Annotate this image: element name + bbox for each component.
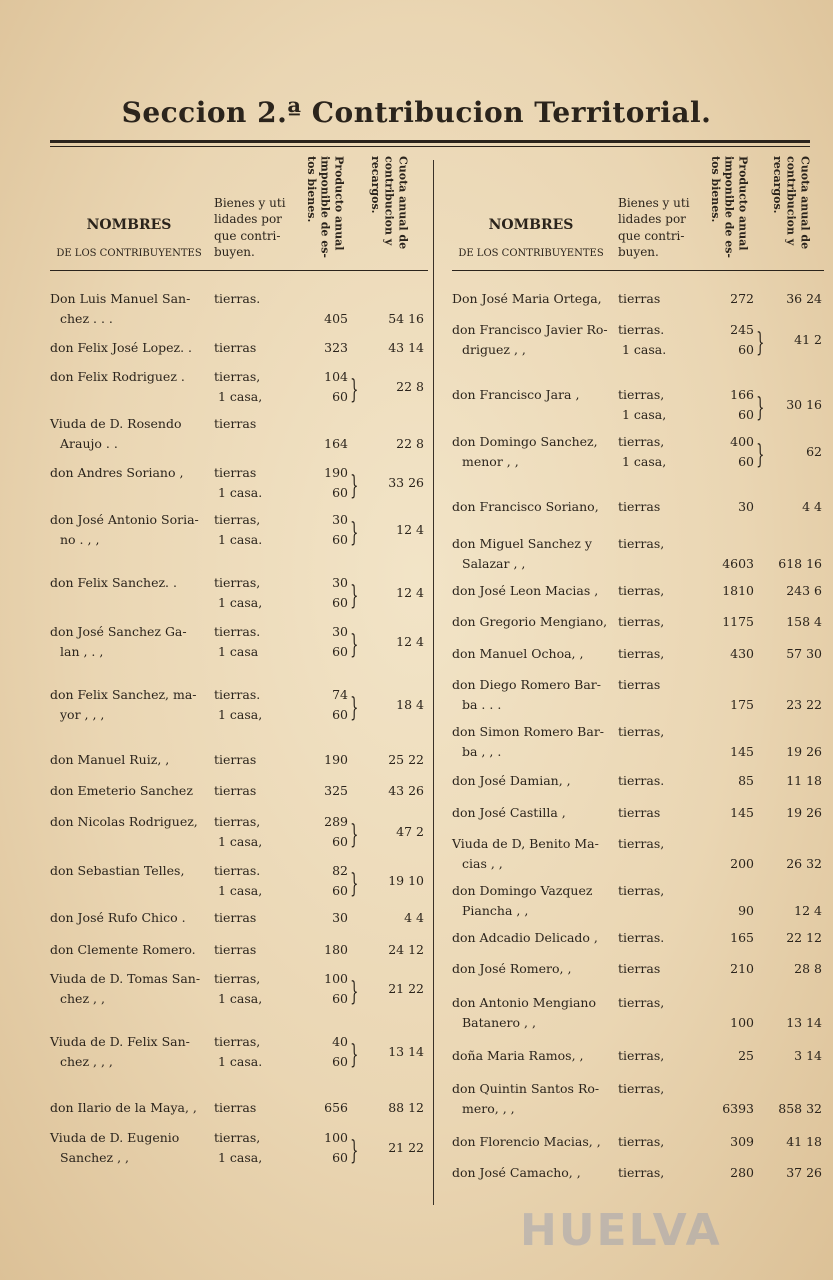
- contributor-name: don Ilario de la Maya, ,: [50, 1100, 197, 1116]
- producto-value: 400: [730, 434, 754, 450]
- cuota-value: 41 2: [794, 332, 822, 348]
- bienes-value-2: 1 casa,: [218, 706, 263, 722]
- bienes-header-line: Bienes y uti: [214, 196, 286, 211]
- contributor-name-cont: Sanchez , ,: [60, 1149, 129, 1165]
- bienes-value: tierras: [214, 751, 257, 767]
- producto-value: 30: [332, 575, 348, 591]
- bienes-value: tierras: [618, 961, 661, 977]
- cuota-value: 22 8: [396, 436, 424, 452]
- bienes-value: tierras,: [618, 645, 665, 661]
- bienes-value: tierras,: [618, 1047, 665, 1063]
- contributor-name: don Felix Sanchez, ma-: [50, 686, 197, 702]
- contributor-name: don Andres Soriano ,: [50, 465, 184, 481]
- producto-value: 104: [324, 369, 348, 385]
- cuota-value: 11 18: [786, 773, 822, 789]
- bienes-header-line: lidades por: [214, 212, 282, 227]
- bienes-value-2: 1 casa,: [622, 407, 667, 423]
- bienes-header-line: que contri-: [214, 228, 281, 243]
- producto-value: 200: [730, 855, 754, 871]
- bienes-value-2: 1 casa.: [218, 532, 263, 548]
- contributor-name: don Adcadio Delicado ,: [452, 929, 598, 945]
- cuota-value: 37 26: [786, 1165, 822, 1181]
- brace-mark: }: [350, 375, 359, 406]
- producto-value: 323: [324, 340, 348, 355]
- watermark-logo: HUELVA: [520, 1205, 722, 1256]
- contributor-name-cont: Araujo . .: [60, 436, 118, 452]
- brace-mark: }: [350, 1135, 359, 1166]
- names-header: [50, 217, 208, 260]
- contributor-name: Viuda de D. Rosendo: [50, 416, 182, 432]
- bienes-value: tierras: [618, 677, 661, 693]
- producto-value: 30: [332, 624, 348, 640]
- bienes-value-2: 1 casa,: [622, 454, 667, 470]
- brace-mark: }: [756, 393, 765, 424]
- contributor-name: don José Romero, ,: [452, 961, 572, 977]
- bienes-value-2: 1 casa.: [218, 485, 263, 501]
- producto-value: 309: [730, 1133, 754, 1149]
- producto-value: 1810: [722, 583, 754, 599]
- bienes-header-line: buyen.: [618, 244, 659, 259]
- contributor-name: don Felix Rodriguez .: [50, 369, 185, 385]
- cuota-value: 25 22: [388, 751, 424, 767]
- contributor-name: don José Rufo Chico .: [50, 910, 186, 926]
- names-header-title: NOMBRES: [488, 217, 574, 234]
- brace-mark: }: [350, 869, 359, 900]
- bienes-value: tierras.: [214, 686, 261, 702]
- producto-value-2: 60: [332, 485, 348, 501]
- cuota-value: 12 4: [396, 634, 424, 650]
- cuota-value: 22 8: [396, 379, 424, 395]
- bienes-value-2: 1 casa: [218, 644, 259, 660]
- contributor-name: don Diego Romero Bar-: [452, 677, 601, 693]
- page-title: Seccion 2.ª Contribucion Territorial.: [121, 96, 712, 129]
- producto-value-2: 60: [332, 1149, 348, 1165]
- contributor-name: doña Maria Ramos, ,: [452, 1047, 584, 1063]
- names-header-subtitle: DE LOS CONTRIBUYENTES: [458, 248, 604, 259]
- contributor-name: don Simon Romero Bar-: [452, 724, 605, 740]
- contributor-name: don Sebastian Telles,: [50, 863, 185, 879]
- bienes-value: tierras: [214, 465, 257, 481]
- producto-value: 85: [738, 773, 754, 789]
- bienes-value: tierras.: [618, 929, 665, 945]
- producto-value-2: 60: [332, 991, 348, 1007]
- cuota-value: 47 2: [396, 824, 424, 840]
- contributor-name-cont: Piancha , ,: [462, 902, 529, 918]
- producto-value: 4603: [722, 556, 754, 571]
- bienes-value: tierras,: [618, 1133, 665, 1149]
- producto-value: 100: [324, 1129, 348, 1145]
- producto-value: 210: [730, 961, 754, 977]
- producto-value: 74: [332, 686, 348, 702]
- producto-value: 430: [730, 645, 754, 661]
- producto-header: Producto anual imponible de es-tos bienes.: [708, 156, 750, 258]
- cuota-value: 243 6: [786, 583, 822, 599]
- cuota-header: Cuota anual de contribucion y recargos.: [770, 156, 812, 250]
- bienes-value: tierras,: [618, 536, 665, 551]
- bienes-value: tierras,: [214, 814, 261, 830]
- cuota-value: 30 16: [786, 397, 822, 413]
- title-rule-thin: [50, 146, 810, 147]
- producto-value: 30: [332, 512, 348, 528]
- bienes-value: tierras,: [618, 835, 665, 851]
- cuota-value: 57 30: [786, 645, 822, 661]
- producto-value: 1175: [722, 614, 754, 630]
- cuota-value: 19 10: [388, 873, 424, 889]
- bienes-value-2: 1 casa,: [218, 595, 263, 611]
- bienes-value: tierras,: [214, 1033, 261, 1049]
- contributor-name: don Clemente Romero.: [50, 941, 196, 957]
- producto-value: 405: [324, 311, 348, 326]
- bienes-value: tierras.: [618, 773, 665, 789]
- producto-value: 190: [324, 751, 348, 767]
- bienes-value: tierras,: [618, 724, 665, 740]
- bienes-header: [618, 195, 690, 260]
- contributor-name: don José Leon Macias ,: [452, 583, 599, 599]
- bienes-value: tierras: [618, 291, 661, 306]
- producto-value-2: 60: [332, 389, 348, 405]
- contributor-name-cont: chez . . .: [60, 311, 113, 326]
- contributor-name: Don Luis Manuel San-: [50, 291, 191, 306]
- cuota-value: 12 4: [396, 585, 424, 601]
- contributor-name: Viuda de D. Felix San-: [50, 1033, 190, 1049]
- cuota-value: 23 22: [786, 697, 822, 713]
- cuota-value: 33 26: [388, 475, 424, 491]
- bienes-value: tierras,: [214, 1129, 261, 1145]
- bienes-value: tierras: [618, 498, 661, 514]
- bienes-header: [214, 195, 286, 260]
- cuota-value: 19 26: [786, 804, 822, 820]
- producto-value-2: 60: [332, 532, 348, 548]
- contributor-name: don Quintin Santos Ro-: [452, 1080, 600, 1096]
- cuota-value: 62: [806, 444, 822, 460]
- producto-value: 90: [738, 902, 754, 918]
- contributor-name: don Miguel Sanchez y: [452, 536, 592, 551]
- contributor-name: don Francisco Javier Ro-: [452, 322, 608, 338]
- contributor-name: Viuda de D. Tomas San-: [50, 971, 201, 987]
- bienes-value: tierras.: [618, 322, 665, 338]
- cuota-value: 4 4: [404, 910, 424, 926]
- producto-header: Producto anual imponible de es-tos bienes.: [304, 156, 346, 258]
- bienes-value: tierras,: [618, 882, 665, 898]
- contributor-name: don José Damian, ,: [452, 773, 571, 789]
- contributor-name: don José Castilla ,: [452, 804, 566, 820]
- contributor-name: don Antonio Mengiano: [452, 994, 597, 1010]
- contributor-name: Viuda de D, Benito Ma-: [452, 835, 599, 851]
- producto-value: 82: [332, 863, 348, 879]
- cuota-value: 88 12: [388, 1100, 424, 1116]
- bienes-value-2: 1 casa,: [218, 991, 263, 1007]
- bienes-value: tierras: [214, 340, 257, 355]
- contributor-name: don José Sanchez Ga-: [50, 624, 187, 640]
- contributor-name-cont: driguez , ,: [462, 342, 526, 358]
- producto-value: 100: [730, 1014, 754, 1030]
- bienes-value-2: 1 casa,: [218, 834, 263, 850]
- bienes-value: tierras,: [618, 994, 665, 1010]
- left-table: [50, 150, 428, 1166]
- contributor-name-cont: Batanero , ,: [462, 1014, 536, 1030]
- contributor-name-cont: chez , ,: [60, 991, 105, 1007]
- producto-value-2: 60: [332, 834, 348, 850]
- producto-value: 145: [730, 804, 754, 820]
- producto-value-2: 60: [332, 706, 348, 722]
- cuota-value: 13 14: [388, 1043, 424, 1059]
- cuota-value: 618 16: [778, 556, 822, 571]
- bienes-value-2: 1 casa,: [218, 883, 263, 899]
- cuota-value: 21 22: [388, 981, 424, 997]
- left-table-header: [50, 150, 428, 271]
- names-header-subtitle: DE LOS CONTRIBUYENTES: [56, 248, 202, 259]
- producto-value: 175: [730, 697, 754, 713]
- contributor-name-cont: chez , , ,: [60, 1053, 113, 1069]
- producto-value-2: 60: [738, 454, 754, 470]
- brace-mark: }: [350, 820, 359, 851]
- contributor-name: don José Camacho, ,: [452, 1165, 581, 1181]
- bienes-value: tierras: [214, 416, 257, 432]
- bienes-value: tierras,: [214, 971, 261, 987]
- producto-value: 100: [324, 971, 348, 987]
- producto-value: 656: [324, 1100, 348, 1116]
- producto-value-2: 60: [738, 342, 754, 358]
- cuota-header: Cuota anual de contribucion y recargos.: [368, 156, 410, 250]
- brace-mark: }: [350, 471, 359, 502]
- bienes-value-2: 1 casa.: [218, 1053, 263, 1069]
- contributor-name: Viuda de D. Eugenio: [50, 1129, 180, 1145]
- column-divider: [433, 160, 434, 1205]
- producto-value: 245: [730, 322, 754, 338]
- contributor-name-cont: yor , , ,: [60, 706, 105, 722]
- title-rule: [50, 140, 810, 143]
- brace-mark: }: [756, 328, 765, 359]
- producto-value: 145: [730, 744, 754, 760]
- producto-value: 40: [332, 1033, 348, 1049]
- bienes-value: tierras,: [618, 614, 665, 630]
- bienes-value-2: 1 casa.: [622, 342, 667, 358]
- bienes-value: tierras.: [214, 624, 261, 640]
- contributor-name: don Gregorio Mengiano,: [452, 614, 608, 630]
- bienes-header-line: buyen.: [214, 244, 255, 259]
- names-header: [452, 217, 610, 260]
- producto-value: 272: [730, 291, 754, 306]
- cuota-value: 41 18: [786, 1133, 822, 1149]
- bienes-value: tierras,: [214, 512, 261, 528]
- bienes-header-line: lidades por: [618, 212, 686, 227]
- bienes-value: tierras,: [618, 434, 665, 450]
- cuota-value: 158 4: [786, 614, 822, 630]
- cuota-value: 24 12: [388, 941, 424, 957]
- bienes-value-2: 1 casa,: [218, 389, 263, 405]
- bienes-value: tierras,: [618, 583, 665, 599]
- brace-mark: }: [350, 630, 359, 661]
- cuota-value: 21 22: [388, 1139, 424, 1155]
- cuota-value: 858 32: [778, 1100, 822, 1116]
- producto-value: 190: [324, 465, 348, 481]
- contributor-name: don Francisco Jara ,: [452, 387, 580, 403]
- bienes-value: tierras,: [618, 387, 665, 403]
- contributor-name-cont: menor , ,: [462, 454, 519, 470]
- producto-value-2: 60: [332, 883, 348, 899]
- cuota-value: 12 4: [794, 902, 822, 918]
- contributor-name-cont: ba , , .: [462, 744, 502, 760]
- contributor-name-cont: cias , ,: [462, 855, 503, 871]
- contributor-name: don Emeterio Sanchez: [50, 782, 193, 798]
- cuota-value: 43 26: [388, 782, 424, 798]
- producto-value-2: 60: [332, 644, 348, 660]
- cuota-value: 12 4: [396, 522, 424, 538]
- cuota-value: 28 8: [794, 961, 822, 977]
- cuota-value: 3 14: [794, 1047, 822, 1063]
- bienes-value: tierras,: [618, 1165, 665, 1181]
- contributor-name-cont: lan , . ,: [60, 644, 104, 660]
- contributor-name-cont: mero, , ,: [462, 1100, 515, 1116]
- contributor-name-cont: ba . . .: [462, 697, 502, 713]
- producto-value: 280: [730, 1165, 754, 1181]
- bienes-value: tierras.: [214, 291, 261, 306]
- bienes-value: tierras: [214, 910, 257, 926]
- bienes-value: tierras,: [618, 1080, 665, 1096]
- bienes-value: tierras,: [214, 575, 261, 591]
- bienes-value: tierras.: [214, 863, 261, 879]
- bienes-header-line: Bienes y uti: [618, 196, 690, 211]
- contributor-name-cont: Salazar , ,: [462, 556, 526, 571]
- cuota-value: 18 4: [396, 696, 424, 712]
- brace-mark: }: [350, 692, 359, 723]
- bienes-header-line: que contri-: [618, 228, 685, 243]
- producto-value-2: 60: [332, 1053, 348, 1069]
- bienes-value: tierras: [214, 782, 257, 798]
- right-table-header: [452, 150, 824, 271]
- cuota-value: 4 4: [802, 498, 822, 514]
- brace-mark: }: [756, 440, 765, 471]
- brace-mark: }: [350, 581, 359, 612]
- producto-value: 325: [324, 782, 348, 798]
- cuota-value: 26 32: [786, 855, 822, 871]
- bienes-value: tierras: [618, 804, 661, 820]
- brace-mark: }: [350, 977, 359, 1008]
- producto-value: 6393: [722, 1100, 754, 1116]
- names-header-title: NOMBRES: [86, 217, 172, 234]
- brace-mark: }: [350, 518, 359, 549]
- producto-value: 30: [738, 498, 754, 514]
- producto-value: 180: [324, 941, 348, 957]
- contributor-name: don Domingo Vazquez: [452, 882, 593, 898]
- cuota-value: 13 14: [786, 1014, 822, 1030]
- producto-value: 289: [324, 814, 348, 830]
- bienes-value: tierras: [214, 941, 257, 957]
- contributor-name: don Felix José Lopez. .: [50, 340, 193, 355]
- brace-mark: }: [350, 1039, 359, 1070]
- contributor-name: don Nicolas Rodriguez,: [50, 814, 198, 830]
- producto-value: 165: [730, 929, 754, 945]
- right-table: [452, 150, 824, 1181]
- producto-value: 164: [324, 436, 348, 452]
- bienes-value: tierras,: [214, 369, 261, 385]
- producto-value: 166: [730, 387, 754, 403]
- cuota-value: 36 24: [786, 291, 822, 306]
- contributor-name: Don José Maria Ortega,: [452, 291, 602, 306]
- cuota-value: 19 26: [786, 744, 822, 760]
- producto-value-2: 60: [332, 595, 348, 611]
- producto-value: 30: [332, 910, 348, 926]
- producto-value-2: 60: [738, 407, 754, 423]
- contributor-name: don Manuel Ochoa, ,: [452, 645, 584, 661]
- cuota-value: 43 14: [388, 340, 424, 355]
- contributor-name-cont: no . , ,: [60, 532, 100, 548]
- contributor-name: don José Antonio Soria-: [50, 512, 199, 528]
- contributor-name: don Francisco Soriano,: [452, 498, 599, 514]
- contributor-name: don Felix Sanchez. .: [50, 575, 177, 591]
- bienes-value-2: 1 casa,: [218, 1149, 263, 1165]
- cuota-value: 22 12: [786, 929, 822, 945]
- contributor-name: don Domingo Sanchez,: [452, 434, 598, 450]
- contributor-name: don Florencio Macias, ,: [452, 1133, 601, 1149]
- producto-value: 25: [738, 1047, 754, 1063]
- cuota-value: 54 16: [388, 311, 424, 326]
- contributor-name: don Manuel Ruiz, ,: [50, 751, 170, 767]
- bienes-value: tierras: [214, 1100, 257, 1116]
